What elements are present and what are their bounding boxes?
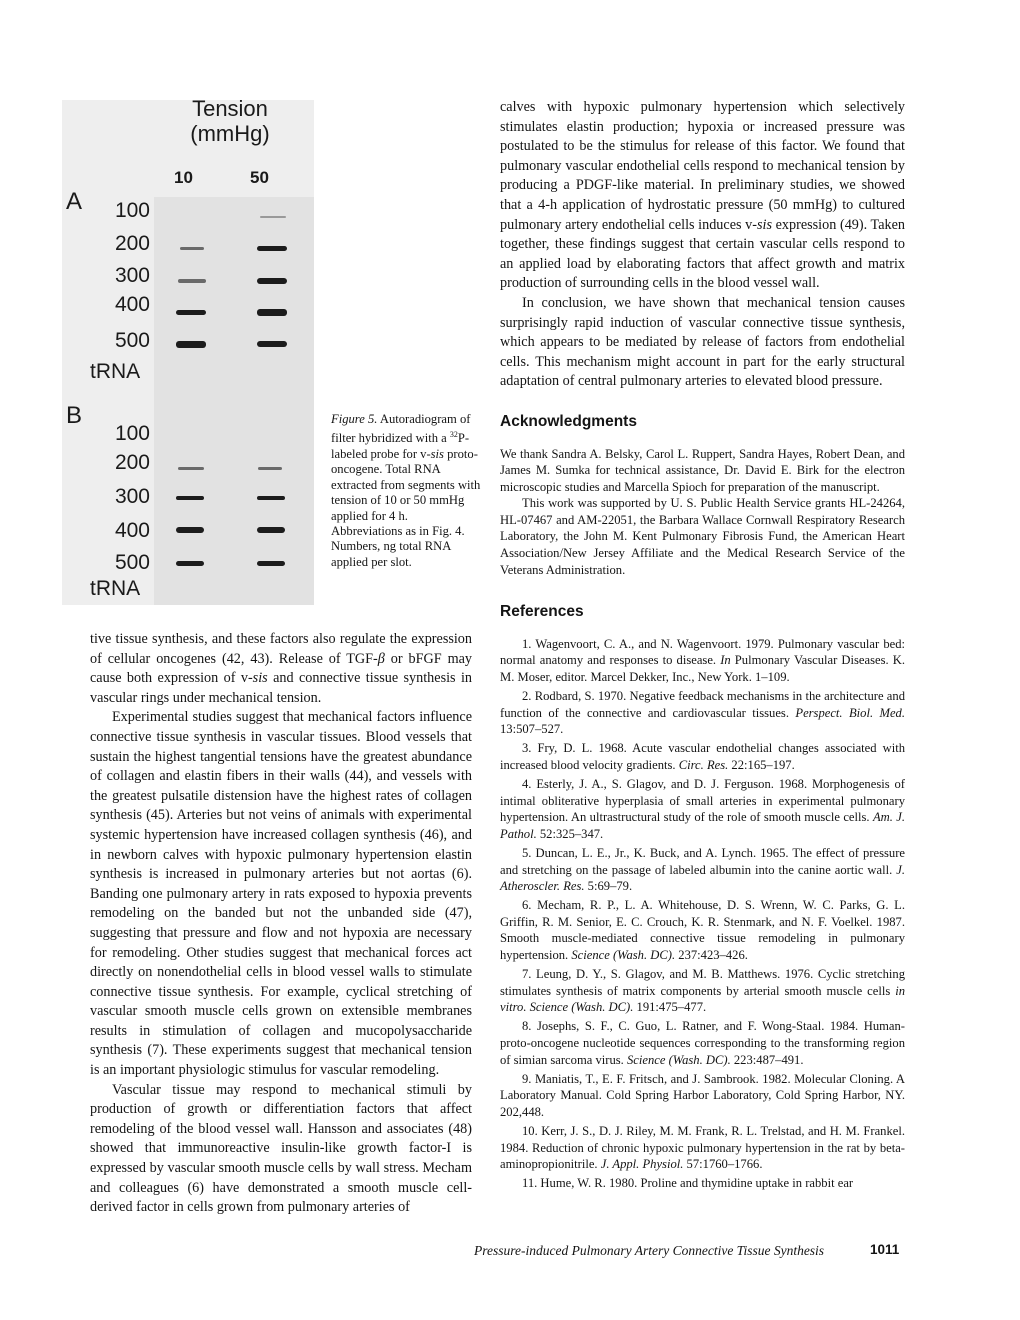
ref-text: 4. Esterly, J. A., S. Glagov, and D. J. Ferguson. 1968. Morphogenesis of intimal obliterative hyperplasia of small arteries in experimental pulmonary hypertension. An ultrastructural study of the role of smooth muscle cells. <box>500 777 905 825</box>
band-a-10-200 <box>180 247 204 250</box>
reference-item <box>500 845 905 895</box>
panel-a-letter: A <box>66 188 83 215</box>
ref-text: 13:507–527. <box>500 722 564 737</box>
panel-a-row-500: 500 <box>114 329 150 352</box>
panel-b-row-500: 500 <box>114 551 150 574</box>
ref-text: 191:475–477. <box>633 1000 707 1015</box>
reference-item <box>500 636 905 686</box>
figure-caption-label: Figure 5. <box>331 412 378 426</box>
beta-symbol: β <box>377 650 385 667</box>
ref-text: 223:487–491. <box>730 1052 804 1067</box>
band-b-50-200 <box>258 467 282 470</box>
reference-item <box>500 966 905 1016</box>
acknowledgments-section <box>500 446 905 579</box>
ref-italic: Circ. Res. <box>678 758 729 772</box>
ref-text: 6. Mecham, R. P., L. A. Whitehouse, D. S. Wrenn, W. C. Parks, G. L. Griffin, R. M. Senior, E. C. Crouch, K. R. Stenmark, and N. F. Voelkel. 1987. Smooth muscle-mediated connective tissue remodeling in pulmonary hypertension. <box>500 898 905 963</box>
ref-text: 11. Hume, W. R. 1980. Proline and thymidine uptake in rabbit ear <box>522 1176 854 1191</box>
ref-text: 8. Josephs, S. F., C. Guo, L. Ratner, and F. Wong-Staal. 1984. Human-proto-oncogene nucleotide sequences corresponding to the transforming region of simian sarcoma virus. <box>500 1019 905 1067</box>
figure-5-autoradiogram <box>62 96 314 605</box>
band-a-50-200 <box>257 246 287 251</box>
gene-name: sis <box>757 216 772 233</box>
isotope-superscript: 32 <box>449 430 458 440</box>
right-text-column <box>500 98 905 1194</box>
ref-text: 1. Wagenvoort, C. A., and N. Wagenvoort. 1979. Pulmonary vascular bed: normal anatomy and responses to disease. <box>500 636 905 668</box>
band-a-10-400 <box>176 310 206 315</box>
reference-item <box>500 740 905 773</box>
ref-text: 5:69–79. <box>584 879 633 894</box>
gene-name: sis <box>430 447 444 461</box>
paragraph: Experimental studies suggest that mechanical factors influence connective tissue synthesis in vascular tissues. Blood vessels that sustain the highest tangential tensions have the greatest abundance of collagen and elastin fibers in their walls (44), and vessels with the greatest pulsatile distension have the highest rates of collagen synthesis (45). Arteries but not veins of animals with experimental systemic hypertension have increased collagen synthesis (46), and in newborn calves with hypoxic pulmonary hypertension elastin synthesis is increased in pulmonary arteries but not aortas (6). Banding one pulmonary artery in rats exposed to hypoxia prevents remodeling on the banded but not the unbanded side (47), suggesting that pressure and flow and not hypoxia are necessary for remodeling. Other studies suggest that mechanical forces act directly on nonendothelial cells in blood vessel walls to stimulate connective tissue synthesis. For example, cyclical stretching of vascular smooth muscle cells grown on extensible membranes results in stimulation of collagen and mucopolysaccharide synthesis (7). These experiments suggest that mechanical tension is an important physiologic stimulus for vascular remodeling. <box>90 709 472 1079</box>
ref-text: 57:1760–1766. <box>683 1157 763 1172</box>
band-a-50-300 <box>257 278 287 284</box>
film-background <box>154 197 314 605</box>
ref-text: 10. Kerr, J. S., D. J. Riley, M. M. Frank, R. L. Trelstad, and H. M. Frankel. 1984. Reduction of chronic hypoxic pulmonary hypertension in the rat by beta-aminopropionitrile. <box>500 1123 905 1172</box>
ref-italic: J. Appl. Physiol. <box>600 1157 684 1172</box>
text: expression (49). Taken together, these findings suggest that certain vascular cells respond to an applied load by elaborating factors that affect growth and matrix production of surrounding cells in the blood vessel wall. <box>500 216 905 292</box>
reference-item <box>500 1018 905 1068</box>
band-b-50-400 <box>257 527 285 533</box>
ref-text: Pulmonary Vascular Diseases. K. M. Moser, editor. Marcel Dekker, Inc., New York. 1–109. <box>500 653 906 685</box>
caption-text: proto-oncogene. Total RNA extracted from segments with tension of 10 or 50 mmHg applied for 4 h. Abbreviations as in Fig. 4. Numbers, ng total RNA applied per slot. <box>331 447 481 569</box>
gene-name: sis <box>252 670 268 687</box>
caption-text: Autoradiogram of filter hybridized with a <box>331 412 471 446</box>
band-b-50-500 <box>257 561 285 566</box>
text: and connective tissue synthesis in vascular rings under mechanical tension. <box>90 670 472 706</box>
tension-axis-title <box>180 96 280 146</box>
ref-text: 5. Duncan, L. E., Jr., K. Buck, and A. Lynch. 1965. The effect of pressure and stretching on the passage of labeled albumin into the canine aortic wall. <box>500 845 905 877</box>
tension-label: Tension <box>192 96 268 121</box>
panel-b-row-400: 400 <box>114 519 150 542</box>
running-title: Pressure-induced Pulmonary Artery Connective Tissue Synthesis <box>474 1243 825 1258</box>
paragraph: Vascular tissue may respond to mechanical stimuli by production of growth or differentiation factors that affect remodeling of the blood vessel wall. Hansson and associates (48) showed that immunoreactive insulin-like growth factor-I is expressed by vascular smooth muscle cells by wall stress. Mecham and colleagues (6) have demonstrated a smooth muscle cell-derived factor in cells grown from pulmonary arteries of <box>90 1081 472 1216</box>
band-a-10-500 <box>176 341 206 348</box>
ref-text: 22:165–197. <box>728 758 795 772</box>
panel-a-row-300: 300 <box>114 264 150 287</box>
ref-italic: Science (Wash. DC). <box>571 948 676 963</box>
panel-a-trna-label: tRNA <box>90 360 141 383</box>
acknowledgments-paragraph: This work was supported by U. S. Public Health Service grants HL-24264, HL-07467 and AM-22051, the Barbara Wallace Cornwall Respiratory Research Laboratory, the John M. Kent Pulmonary Fibrosis Fund, the American Heart Association/New Jersey Affiliate and the Medical Research Service of the Veterans Administration. <box>500 496 905 577</box>
paragraph <box>90 630 472 708</box>
acknowledgments-paragraph: We thank Sandra A. Belsky, Carol L. Ruppert, Sandra Hayes, Robert Dean, and James M. Sumka for technical assistance, Dr. David E. Birk for the electron microscopic studies and Marcella Spioch for preparation of the manuscript. <box>500 446 905 494</box>
band-b-10-400 <box>176 527 204 533</box>
panel-b-row-100: 100 <box>114 422 150 445</box>
reference-item <box>500 688 905 738</box>
text: tive tissue synthesis, and these factors also regulate the expression of cellular oncogenes (42, 43). Release of TGF- <box>90 631 472 667</box>
caption-text: P-labeled probe for v- <box>331 431 470 461</box>
ref-text: 237:423–426. <box>675 948 748 963</box>
references-heading: References <box>500 603 584 621</box>
band-b-10-200 <box>178 467 204 470</box>
band-a-50-500 <box>257 341 287 347</box>
paragraph: In conclusion, we have shown that mechanical tension causes surprisingly rapid induction of vascular connective tissue synthesis, which appears to be mediated by release of factors from endothelial cells. This mechanism might account in part for the early structural adaptation of central pulmonary arteries to elevated blood pressure. <box>500 294 905 390</box>
ref-text: 2. Rodbard, S. 1970. Negative feedback mechanisms in the architecture and function of the connective and cardiovascular tissues. <box>500 689 905 720</box>
ref-text: 52:325–347. <box>536 826 604 841</box>
page-number: 1011 <box>870 1242 900 1257</box>
band-a-50-400 <box>257 309 287 316</box>
panel-b-letter: B <box>66 402 83 429</box>
figure-caption <box>331 412 481 570</box>
ref-text: 9. Maniatis, T., E. F. Fritsch, and J. Sambrook. 1982. Molecular Cloning. A Laboratory Manual. Cold Spring Harbor Laboratory, Cold Spring Harbor, NY. 202,448. <box>500 1071 905 1119</box>
band-b-10-300 <box>176 496 204 500</box>
band-b-10-500 <box>176 561 204 566</box>
reference-item <box>500 1123 905 1173</box>
references-list <box>500 636 905 1192</box>
reference-item <box>500 897 905 963</box>
ref-italic: in vitro. Science (Wash. DC). <box>500 983 905 1015</box>
band-a-10-300 <box>178 279 206 283</box>
reference-item <box>500 1071 905 1121</box>
reference-item <box>500 776 905 842</box>
band-b-50-300 <box>257 496 285 500</box>
ref-text: 3. Fry, D. L. 1968. Acute vascular endothelial changes associated with increased blood velocity gradients. <box>500 741 905 772</box>
ref-italic: In <box>720 653 731 668</box>
ref-italic: Am. J. Pathol. <box>500 810 906 841</box>
acknowledgments-heading: Acknowledgments <box>500 412 637 430</box>
panel-a-row-100: 100 <box>114 199 150 222</box>
text: or bFGF may cause both expression of v- <box>90 650 472 687</box>
band-a-50-100 <box>260 216 286 218</box>
text: calves with hypoxic pulmonary hypertension which selectively stimulates elastin production; hypoxia or increased pressure was postulated to be the stimulus for release of this factor. We found that pulmonary vascular endothelial cells respond to mechanical tension by producing a PDGF-like material. In preliminary studies, we showed that a 4-h application of hydrostatic pressure (50 mmHg) to cultured pulmonary artery endothelial cells induces v- <box>500 99 905 233</box>
ref-italic: J. Atheroscler. Res. <box>500 862 905 894</box>
panel-b-row-200: 200 <box>114 451 150 474</box>
ref-text: 7. Leung, D. Y., S. Glagov, and M. B. Matthews. 1976. Cyclic stretching stimulates synthesis of matrix components by arterial smooth muscle cells <box>500 967 905 998</box>
panel-b-trna-label: tRNA <box>90 577 141 600</box>
reference-item <box>500 1175 905 1192</box>
paragraph <box>500 98 905 294</box>
tension-unit: (mmHg) <box>190 121 270 146</box>
panel-a-row-400: 400 <box>114 293 150 316</box>
left-text-column <box>90 630 472 1218</box>
panel-b-row-300: 300 <box>114 485 150 508</box>
column-header-10: 10 <box>174 168 193 187</box>
column-header-50: 50 <box>250 168 269 187</box>
panel-a-row-200: 200 <box>114 232 150 255</box>
ref-italic: Perspect. Biol. Med. <box>795 705 905 720</box>
ref-italic: Science (Wash. DC). <box>626 1052 731 1067</box>
